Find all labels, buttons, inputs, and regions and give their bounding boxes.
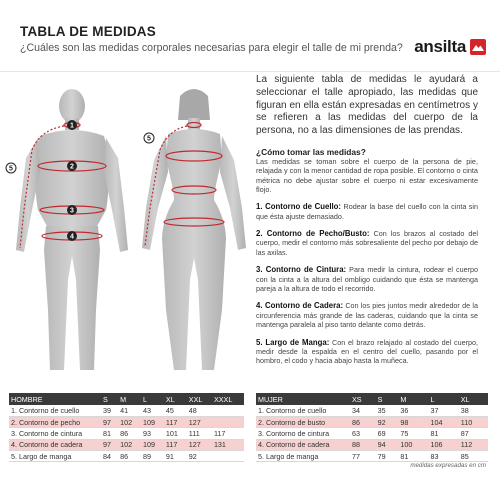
table-row: 4. Contorno de cadera 88 94 100 106 112 (256, 439, 488, 450)
svg-text:3: 3 (70, 207, 74, 215)
column-header: M (118, 393, 141, 405)
svg-text:4: 4 (70, 233, 74, 241)
howto-title: ¿Cómo tomar las medidas? (256, 146, 366, 157)
svg-text:5: 5 (9, 165, 13, 173)
men-size-table (9, 393, 244, 462)
step-waist: 3. Contorno de Cintura: Para medir la cintura, rodear el cuerpo con la cinta a la altura del ombligo cuidando que ésta se mantenga pareja a la altura de todo el recorrido. (256, 265, 478, 294)
female-figure (142, 89, 246, 370)
column-header: L (429, 393, 459, 405)
body-figures (0, 80, 252, 380)
brand (414, 37, 486, 57)
marker-1-male (67, 120, 77, 130)
step-sleeve: 5. Largo de Manga: Con el brazo relajado al costado del cuerpo, medir desde la espalda en el centro del cuello, pasando por el hombro, el codo y hacia abajo hasta la muñeca. (256, 337, 478, 366)
column-header: HOMBRE (9, 393, 101, 405)
column-header: XL (459, 393, 488, 405)
column-header: XL (164, 393, 187, 405)
marker-3-male (67, 205, 77, 215)
column-header: XXXL (212, 393, 244, 405)
women-size-table (256, 393, 488, 462)
step-chest: 2. Contorno de Pecho/Busto: Con los brazos al costado del cuerpo, medir el contorno más sobresaliente del pecho por debajo de las axilas. (256, 228, 478, 257)
table-header-row (256, 393, 488, 405)
column-header: S (376, 393, 399, 405)
marker-5-female (144, 133, 154, 143)
table-row: 5. Largo de manga 84 86 89 91 92 (9, 451, 244, 462)
step-neck: 1. Contorno de Cuello: Rodear la base del cuello con la cinta sin que ésta ajuste demasiado. (256, 202, 478, 221)
table-row: 2. Contorno de busto 86 92 98 104 110 (256, 416, 488, 427)
intro-text: La siguiente tabla de medidas le ayudará a seleccionar el talle apropiado, las medidas que figuran en ella están expresadas en centímetros y se refieren a las medidas del cuerpo de la persona, no a las dimensiones de las prendas. (256, 74, 478, 137)
svg-text:5: 5 (147, 135, 151, 143)
column-header: M (398, 393, 428, 405)
column-header: S (101, 393, 118, 405)
column-header: XS (350, 393, 376, 405)
column-header: XXL (187, 393, 212, 405)
table-header-row (9, 393, 244, 405)
page-subtitle: ¿Cuáles son las medidas corporales necesarias para elegir el talle de mi prenda? (20, 42, 403, 54)
mountain-logo-icon (470, 39, 486, 55)
table-row: 5. Largo de manga 77 79 81 83 85 (256, 451, 488, 462)
page-title: TABLA DE MEDIDAS (20, 24, 156, 39)
header (0, 0, 500, 72)
table-row: 2. Contorno de pecho 97 102 109 117 127 (9, 416, 244, 427)
footnote: medidas expresadas en cm (410, 462, 486, 469)
marker-4-male (67, 231, 77, 241)
svg-text:2: 2 (70, 163, 74, 171)
table-row: 3. Contorno de cintura 81 86 93 101 111 117 (9, 428, 244, 439)
male-figure (16, 89, 128, 370)
instructions (256, 74, 478, 366)
table-row: 1. Contorno de cuello 39 41 43 45 48 (9, 405, 244, 416)
column-header: L (141, 393, 164, 405)
table-row: 1. Contorno de cuello 34 35 36 37 38 (256, 405, 488, 416)
howto-text: Las medidas se toman sobre el cuerpo de la persona de pie, relajada y con la menor cantidad de ropa posible. El contorno o cinta métrica no debe ajustar sobre el cuerpo ni estar excesivamente flojo. (256, 156, 478, 194)
marker-5-male (6, 163, 16, 173)
column-header: MUJER (256, 393, 350, 405)
table-row: 3. Contorno de cintura 63 69 75 81 87 (256, 428, 488, 439)
svg-text:1: 1 (70, 122, 74, 130)
step-hip: 4. Contorno de Cadera: Con los pies juntos medir alrededor de la circunferencia más grande de las caderas, cuidando que la cinta se mantenga paralela al piso tanto delante como detrás. (256, 301, 478, 330)
marker-2-male (67, 161, 77, 171)
brand-name: ansilta (414, 37, 466, 56)
table-row: 4. Contorno de cadera 97 102 109 117 127 131 (9, 439, 244, 450)
